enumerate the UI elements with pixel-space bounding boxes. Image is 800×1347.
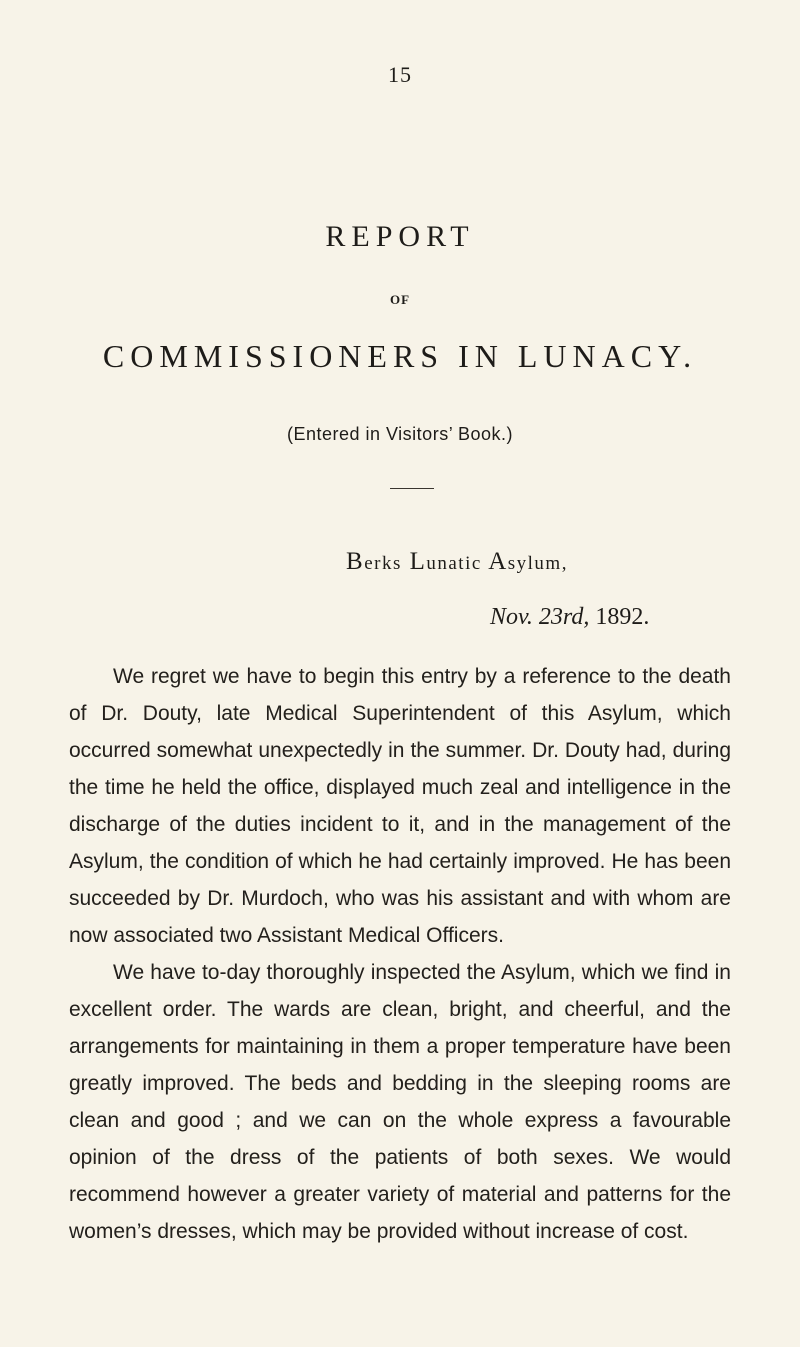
report-subtitle: COMMISSIONERS IN LUNACY. <box>102 338 698 374</box>
page-number: 15 <box>388 62 412 87</box>
entry-note: (Entered in Visitors’ Book.) <box>286 424 514 444</box>
asylum-name-part: A <box>488 548 508 575</box>
asylum-name-part: unatic <box>426 553 482 574</box>
asylum-name-part: erks <box>364 553 402 574</box>
asylum-name-part: L <box>409 548 427 575</box>
section-divider <box>390 488 434 489</box>
report-date-year: 1892. <box>595 604 650 630</box>
asylum-name-part: B <box>346 548 365 575</box>
report-body <box>69 658 731 1250</box>
asylum-name-part: sylum, <box>507 553 568 574</box>
report-date <box>490 604 649 631</box>
report-title: REPORT <box>325 220 475 253</box>
report-date-day: Nov. 23rd, <box>490 604 590 630</box>
paragraph: We have to-day thoroughly inspected the Asylum, which we find in excellent order. The wards are clean, bright, and cheerful, and the arrangements for maintaining in them a proper temperature have been greatly improved. The beds and bedding in the sleeping rooms are clean and good ; and we can on the whole express a favourable opinion of the dress of the patients of both sexes. We would recommend however a greater variety of material and patterns for the women’s dresses, which may be provided without increase of cost. <box>69 961 731 1243</box>
title-connector: OF <box>389 292 411 307</box>
paragraph: We regret we have to begin this entry by a reference to the death of Dr. Douty, late Medical Superintendent of this Asylum, which occurred somewhat unexpectedly in the summer. Dr. Douty had, during the time he held the office, displayed much zeal and intelligence in the discharge of the duties incident to it, and in the management of the Asylum, the condition of which he had certainly improved. He has been succeeded by Dr. Murdoch, who was his assistant and with whom are now associated two Assistant Medical Officers. <box>69 665 731 947</box>
asylum-name <box>346 548 568 576</box>
